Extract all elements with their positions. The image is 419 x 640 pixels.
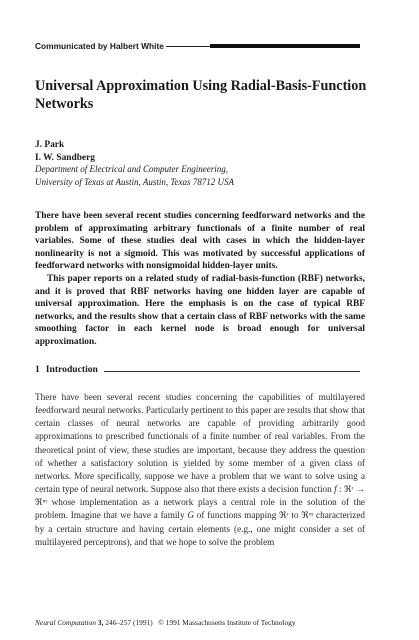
author-list	[35, 139, 95, 165]
communicated-by-line	[35, 40, 360, 52]
section-number: 1	[35, 364, 40, 375]
math-family-g: G	[187, 510, 194, 521]
communicated-by-label: Communicated by Halbert White	[35, 41, 164, 51]
journal-name: Neural Computation	[35, 618, 96, 627]
copyright-notice: © 1991 Massachusetts Institute of Technology	[158, 618, 296, 627]
abstract	[35, 210, 365, 349]
header-rule-thick	[210, 44, 360, 48]
section-title: Introduction	[45, 364, 98, 375]
section-heading	[35, 364, 360, 375]
author-name: I. W. Sandberg	[35, 153, 95, 163]
section-rule	[104, 371, 360, 372]
math-mapping: : ℜʳ → ℜᵐ	[35, 484, 365, 508]
header-rule	[166, 43, 360, 49]
affiliation-line: University of Texas at Austin, Austin, Texas 78712 USA	[35, 176, 235, 187]
math-function-f: f	[334, 484, 337, 495]
body-text-run: There have been several recent studies concerning the capabilities of multilayered feedforward neural networks. Particularly pertinent to this paper are results that show that certain classes of neural networks are capable of providing arbitrarily good approximations to prescribed functionals of a finite number of real variables. From the theoretical point of view, these studies are important, because they address the question of whether a satisfactory solution is yielded by some member of a given class of networks. More specifically, suppose we have a problem that we want to solve using a certain type of neural network. Suppose also that there exists a decision function	[35, 392, 365, 495]
abstract-paragraph: This paper reports on a related study of radial-basis-function (RBF) networks, and it is proved that RBF networks having one hidden layer are capable of universal approximation. Here the emphasis is on the case of typical RBF networks, and the results show that a certain class of RBF networks with the same smoothing factor in each kernel node is broad enough for universal approximation.	[35, 273, 365, 347]
body-paragraph	[35, 391, 365, 549]
abstract-paragraph: There have been several recent studies concerning feedforward networks and the problem of approximating arbitrary functionals of a finite number of real variables. Some of these studies deal with cases in which the hidden-layer nonlinearity is not a sigmoid. This was motivated by successful applications of feedforward networks with nonsigmoidal hidden-layer units.	[35, 211, 365, 272]
body-text-run: of functions mapping ℜʳ to ℜᵐ characterized by a certain structure and having certain elements (e.g., one might consider a set of multilayered perceptrons), and that we hope to solve the problem	[35, 510, 365, 547]
section-body	[35, 391, 365, 549]
author-name: J. Park	[35, 140, 65, 150]
journal-pages: 246–257 (1991)	[105, 618, 153, 627]
journal-volume: 3,	[97, 618, 104, 627]
body-text-run: whose implementation as a network plays a central role in the solution of the problem. Imagine that we have a family	[35, 497, 365, 521]
author-affiliation	[35, 163, 375, 188]
page-footer	[35, 618, 395, 627]
paper-title: Universal Approximation Using Radial-Basis-Function Networks	[35, 78, 367, 112]
affiliation-line: Department of Electrical and Computer Engineering,	[35, 164, 228, 174]
